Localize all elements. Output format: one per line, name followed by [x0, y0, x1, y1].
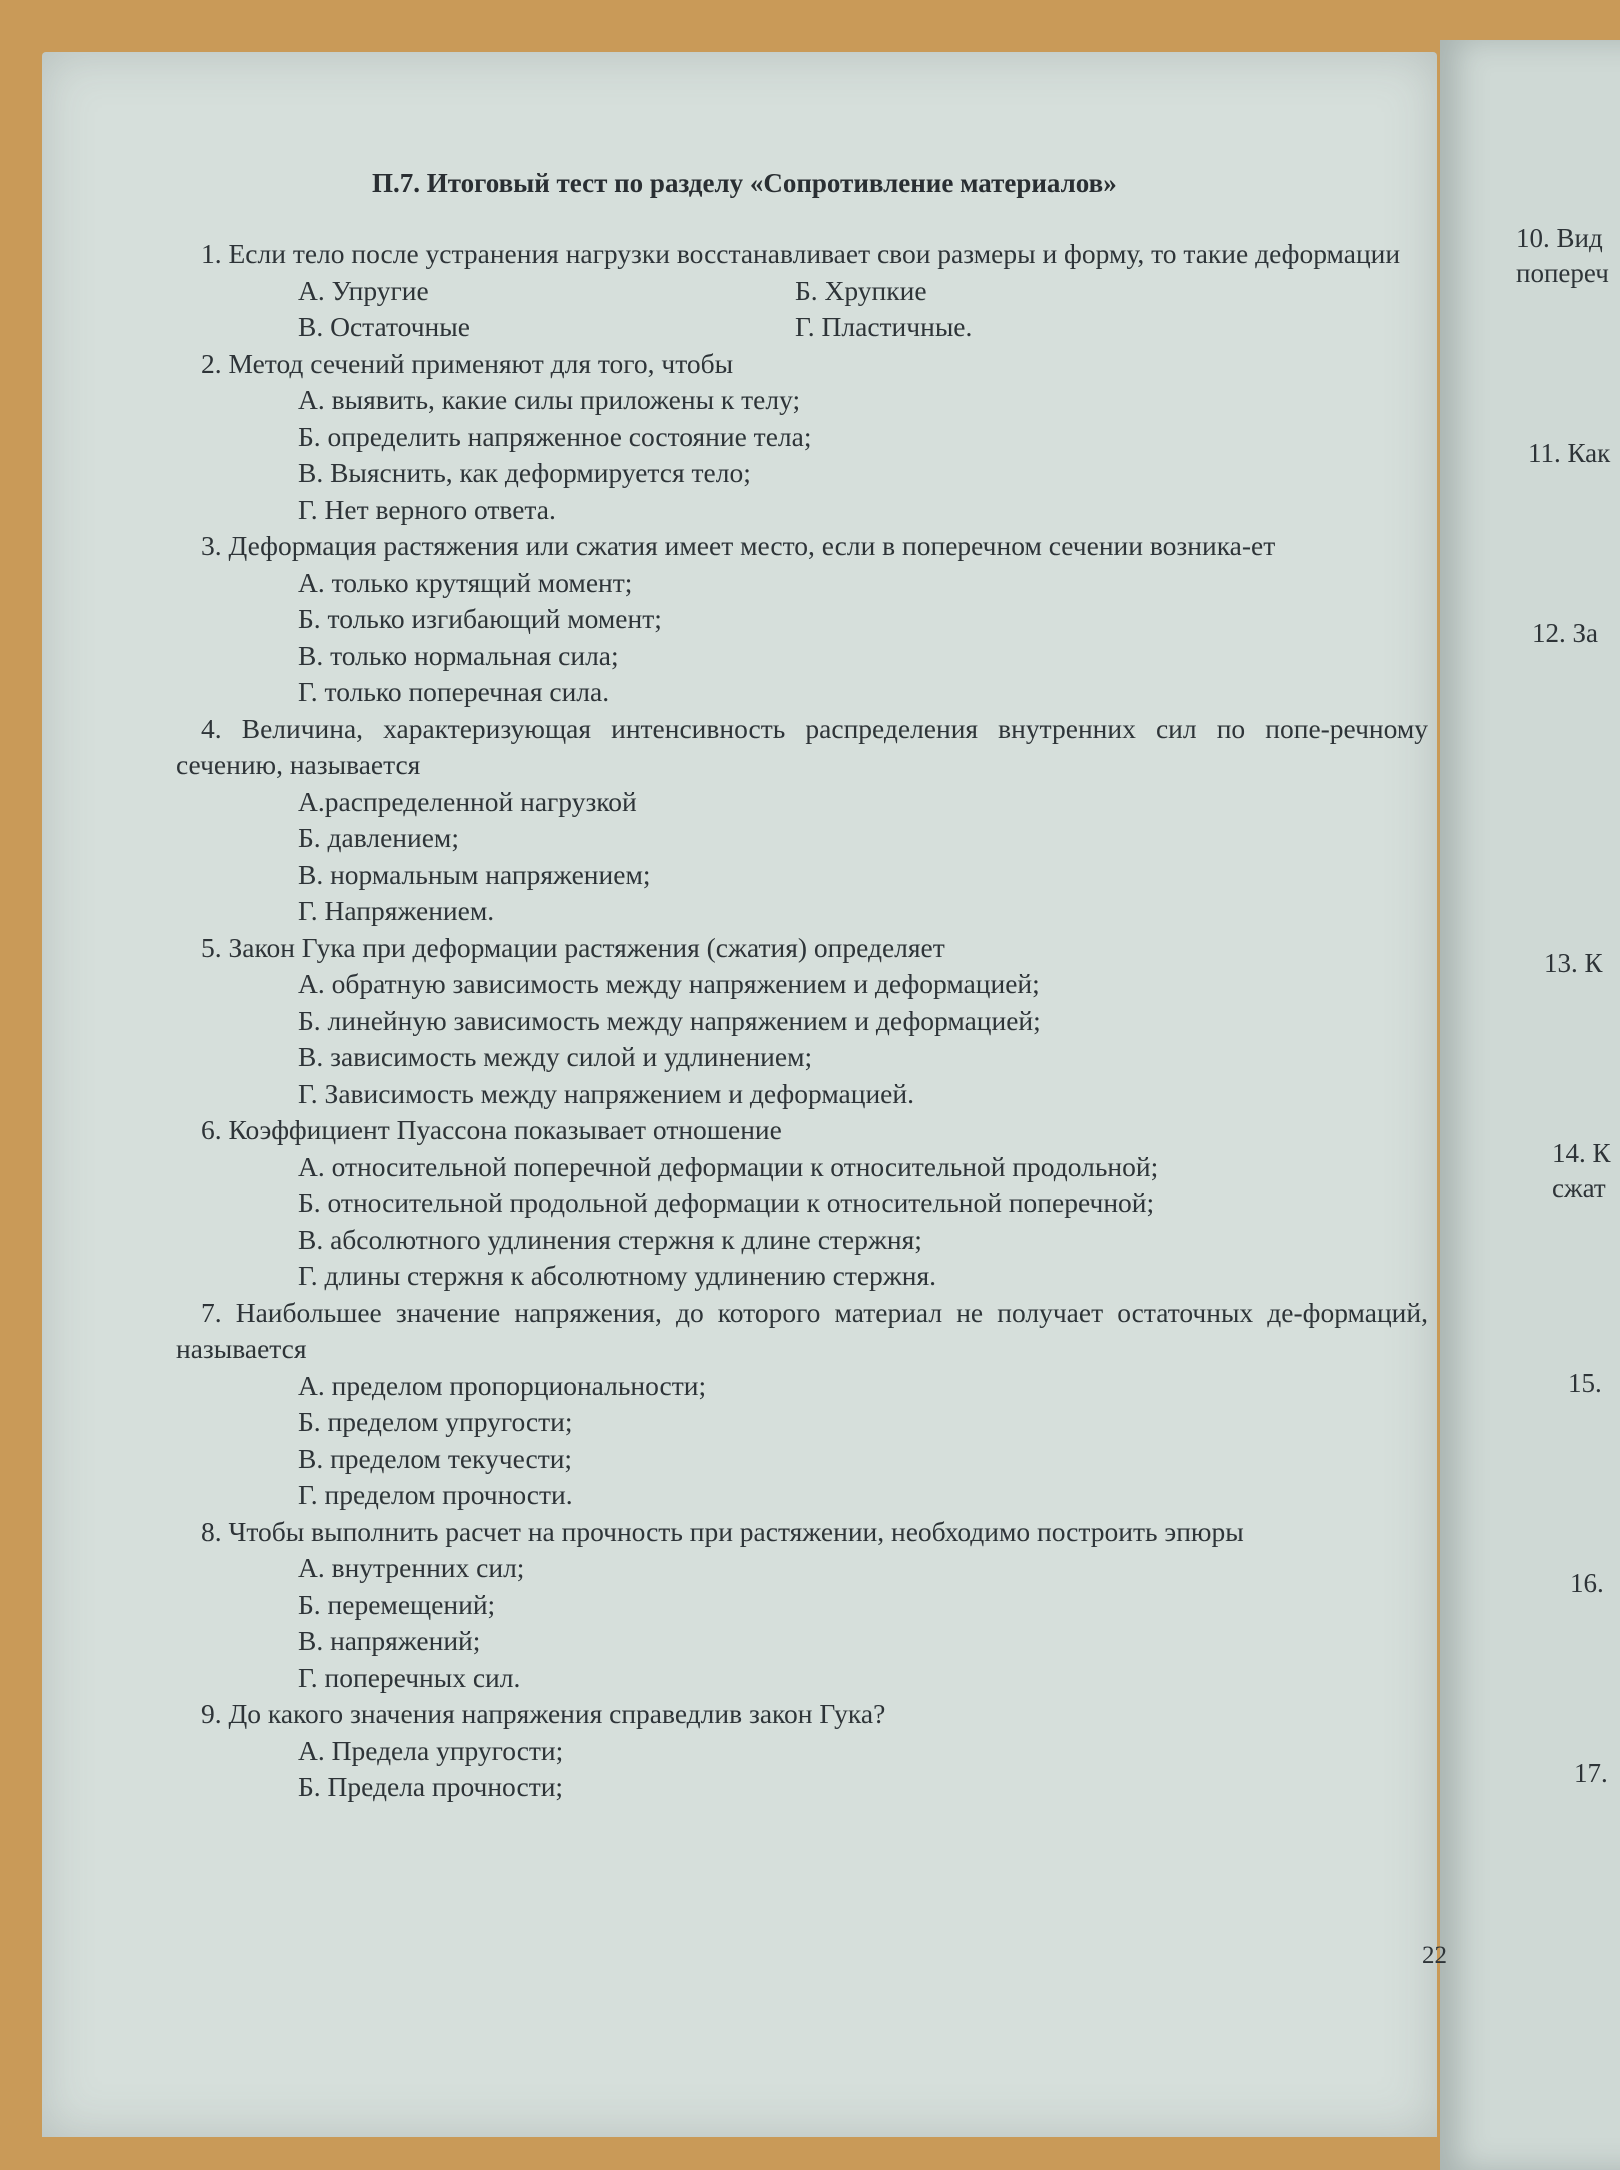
option: А. внутренних сил; [298, 1552, 525, 1583]
question-3 [176, 528, 1428, 711]
option: А.распределенной нагрузкой [298, 785, 637, 817]
question-text: 3. Деформация растяжения или сжатия имеет место, если в поперечном сечении возника-ет [201, 530, 1276, 561]
option: В. абсолютного удлинения стержня к длине стержня; [298, 1223, 922, 1255]
option: А. выявить, какие силы приложены к телу; [298, 384, 801, 415]
option-row [176, 309, 1428, 346]
question-text: 8. Чтобы выполнить расчет на прочность при растяжении, необходимо построить эпюры [201, 1515, 1244, 1547]
option: А. относительной поперечной деформации к относительной продольной; [298, 1150, 1159, 1182]
option: Г. только поперечная сила. [298, 676, 610, 707]
option: Б. относительной продольной деформации к относительной поперечной; [298, 1187, 1155, 1218]
option: Г. Нет верного ответа. [298, 493, 556, 525]
option: Б. Хрупкие [795, 274, 927, 306]
option: Б. Предела прочности; [298, 1771, 564, 1802]
option: В. пределом текучести; [298, 1442, 573, 1474]
question-1 [176, 236, 1428, 346]
option: А. Упругие [298, 274, 429, 306]
question-text: 1. Если тело после устранения нагрузки восстанавливает свои размеры и форму, то такие деформации [201, 238, 1401, 269]
option: В. нормальным напряжением; [298, 858, 651, 890]
question-text: 4. Величина, характеризующая интенсивность распределения внутренних сил по попе-речному сечению, называется [176, 712, 1428, 780]
option: Б. перемещений; [298, 1588, 496, 1620]
question-text: 6. Коэффициент Пуассона показывает отношение [201, 1114, 782, 1145]
question-6 [176, 1112, 1428, 1295]
question-7 [176, 1295, 1428, 1514]
adjacent-page-text: 14. К [1552, 1138, 1611, 1168]
option: А. пределом пропорциональности; [298, 1369, 707, 1401]
option: А. обратную зависимость между напряжением и деформацией; [298, 968, 1040, 999]
option: Г. Напряжением. [298, 895, 495, 926]
adjacent-page-text: 16. [1570, 1568, 1604, 1598]
adjacent-page-text: 10. Вид [1516, 223, 1603, 253]
option: А. только крутящий момент; [298, 566, 633, 598]
option: В. зависимость между силой и удлинением; [298, 1041, 813, 1072]
option: Г. Зависимость между напряжением и деформацией. [298, 1077, 914, 1109]
question-list [176, 236, 1428, 1806]
question-text: 7. Наибольшее значение напряжения, до которого материал не получает остаточных де-формаций, называется [176, 1296, 1428, 1364]
option: Г. пределом прочности. [298, 1479, 573, 1510]
option: А. Предела упругости; [298, 1734, 564, 1766]
page-number: 22 [1422, 1942, 1447, 1969]
option: В. Выяснить, как деформируется тело; [298, 457, 751, 488]
question-2 [176, 346, 1428, 529]
option-row [176, 273, 1428, 310]
option: Б. определить напряженное состояние тела; [298, 420, 812, 452]
adjacent-page-text: попереч [1516, 258, 1609, 288]
question-4 [176, 711, 1428, 930]
adjacent-page-text: 12. За [1532, 618, 1599, 648]
adjacent-page-text: сжат [1552, 1173, 1606, 1203]
option: Б. давлением; [298, 822, 459, 853]
adjacent-page-text: 11. Как [1528, 438, 1611, 468]
option: В. только нормальная сила; [298, 639, 619, 671]
option: Г. длины стержня к абсолютному удлинению стержня. [298, 1260, 937, 1291]
adjacent-page-text: 17. [1574, 1758, 1608, 1788]
question-text: 9. До какого значения напряжения справедлив закон Гука? [201, 1698, 886, 1729]
option: Г. Пластичные. [795, 311, 973, 342]
option: Г. поперечных сил. [298, 1661, 521, 1693]
option: Б. пределом упругости; [298, 1406, 573, 1437]
question-text: 5. Закон Гука при деформации растяжения (сжатия) определяет [201, 931, 945, 963]
option: Б. только изгибающий момент; [298, 603, 662, 634]
adjacent-page-text: 15. [1568, 1368, 1602, 1398]
adjacent-page [1440, 40, 1620, 2170]
adjacent-page-text: 13. К [1544, 948, 1603, 978]
option: В. Остаточные [298, 311, 470, 342]
question-5 [176, 930, 1428, 1113]
page-title: П.7. Итоговый тест по разделу «Сопротивление материалов» [372, 168, 1117, 198]
question-text: 2. Метод сечений применяют для того, чтобы [201, 347, 734, 379]
question-8 [176, 1514, 1428, 1697]
option: Б. линейную зависимость между напряжением и деформацией; [298, 1004, 1041, 1036]
option: В. напряжений; [298, 1625, 481, 1656]
question-9 [176, 1696, 1428, 1806]
